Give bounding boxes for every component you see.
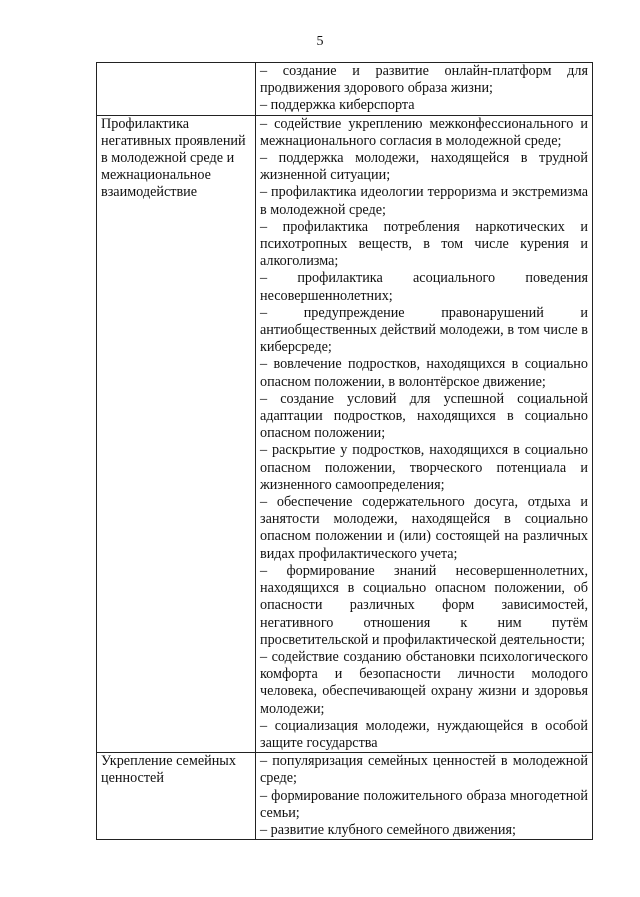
measure-item: – создание и развитие онлайн-платформ для продвижения здорового образа жизни; xyxy=(260,63,588,97)
measure-item: – поддержка молодежи, находящейся в трудной жизненной ситуации; xyxy=(260,150,588,184)
measure-item: – обеспечение содержательного досуга, отдыха и занятости молодежи, находящейся в социально опасном положении и (или) состоящей на различных видах профилактического учета; xyxy=(260,494,588,562)
table-row xyxy=(97,753,593,840)
measures-cell xyxy=(256,753,593,840)
topic-cell xyxy=(97,115,256,753)
measure-item: – поддержка киберспорта xyxy=(260,97,415,114)
measure-item: – вовлечение подростков, находящихся в социально опасном положении, в волонтёрское движение; xyxy=(260,356,588,390)
measures-table xyxy=(96,62,593,840)
measures-cell xyxy=(256,115,593,753)
measure-item: – профилактика потребления наркотических и психотропных веществ, в том числе курения и алкоголизма; xyxy=(260,218,588,270)
measure-item: – предупреждение правонарушений и антиобщественных действий молодежи, в том числе в киберсреде; xyxy=(260,304,588,356)
measures-cell xyxy=(256,63,593,116)
page-number: 5 xyxy=(316,34,324,49)
measure-item: – социализация молодежи, нуждающейся в особой защите государства xyxy=(260,717,588,751)
measure-item: – формирование знаний несовершеннолетних, находящихся в социально опасном положении, об опасности различных форм зависимостей, негативного отношения к ним путём просветительской и профилактической деятельности; xyxy=(260,562,588,648)
measure-item: – популяризация семейных ценностей в молодежной среде; xyxy=(260,753,588,787)
measure-item: – профилактика идеологии терроризма и экстремизма в молодежной среде; xyxy=(260,184,588,218)
topic-text: Профилактика негативных проявлений в молодежной среде и межнациональное взаимодействие xyxy=(101,115,246,201)
topic-text: Укрепление семейных ценностей xyxy=(101,753,236,787)
table-row xyxy=(97,63,593,116)
measure-item: – содействие укреплению межконфессионального и межнационального согласия в молодежной среде; xyxy=(260,115,588,149)
measure-item: – формирование положительного образа многодетной семьи; xyxy=(260,787,588,821)
table-row xyxy=(97,115,593,753)
measure-item: – создание условий для успешной социальной адаптации подростков, находящихся в социально опасном положении; xyxy=(260,390,588,442)
measure-item: – развитие клубного семейного движения; xyxy=(260,821,516,838)
measure-item: – профилактика асоциального поведения несовершеннолетних; xyxy=(260,270,588,304)
measure-item: – раскрытие у подростков, находящихся в социально опасном положении, творческого потенциала и жизненного самоопределения; xyxy=(260,442,588,493)
topic-cell xyxy=(97,753,256,840)
topic-cell xyxy=(97,63,256,116)
measure-item: – содействие созданию обстановки психологического комфорта и безопасности личности молодого человека, обеспечивающей охрану жизни и здоровья молодежи; xyxy=(260,648,588,717)
